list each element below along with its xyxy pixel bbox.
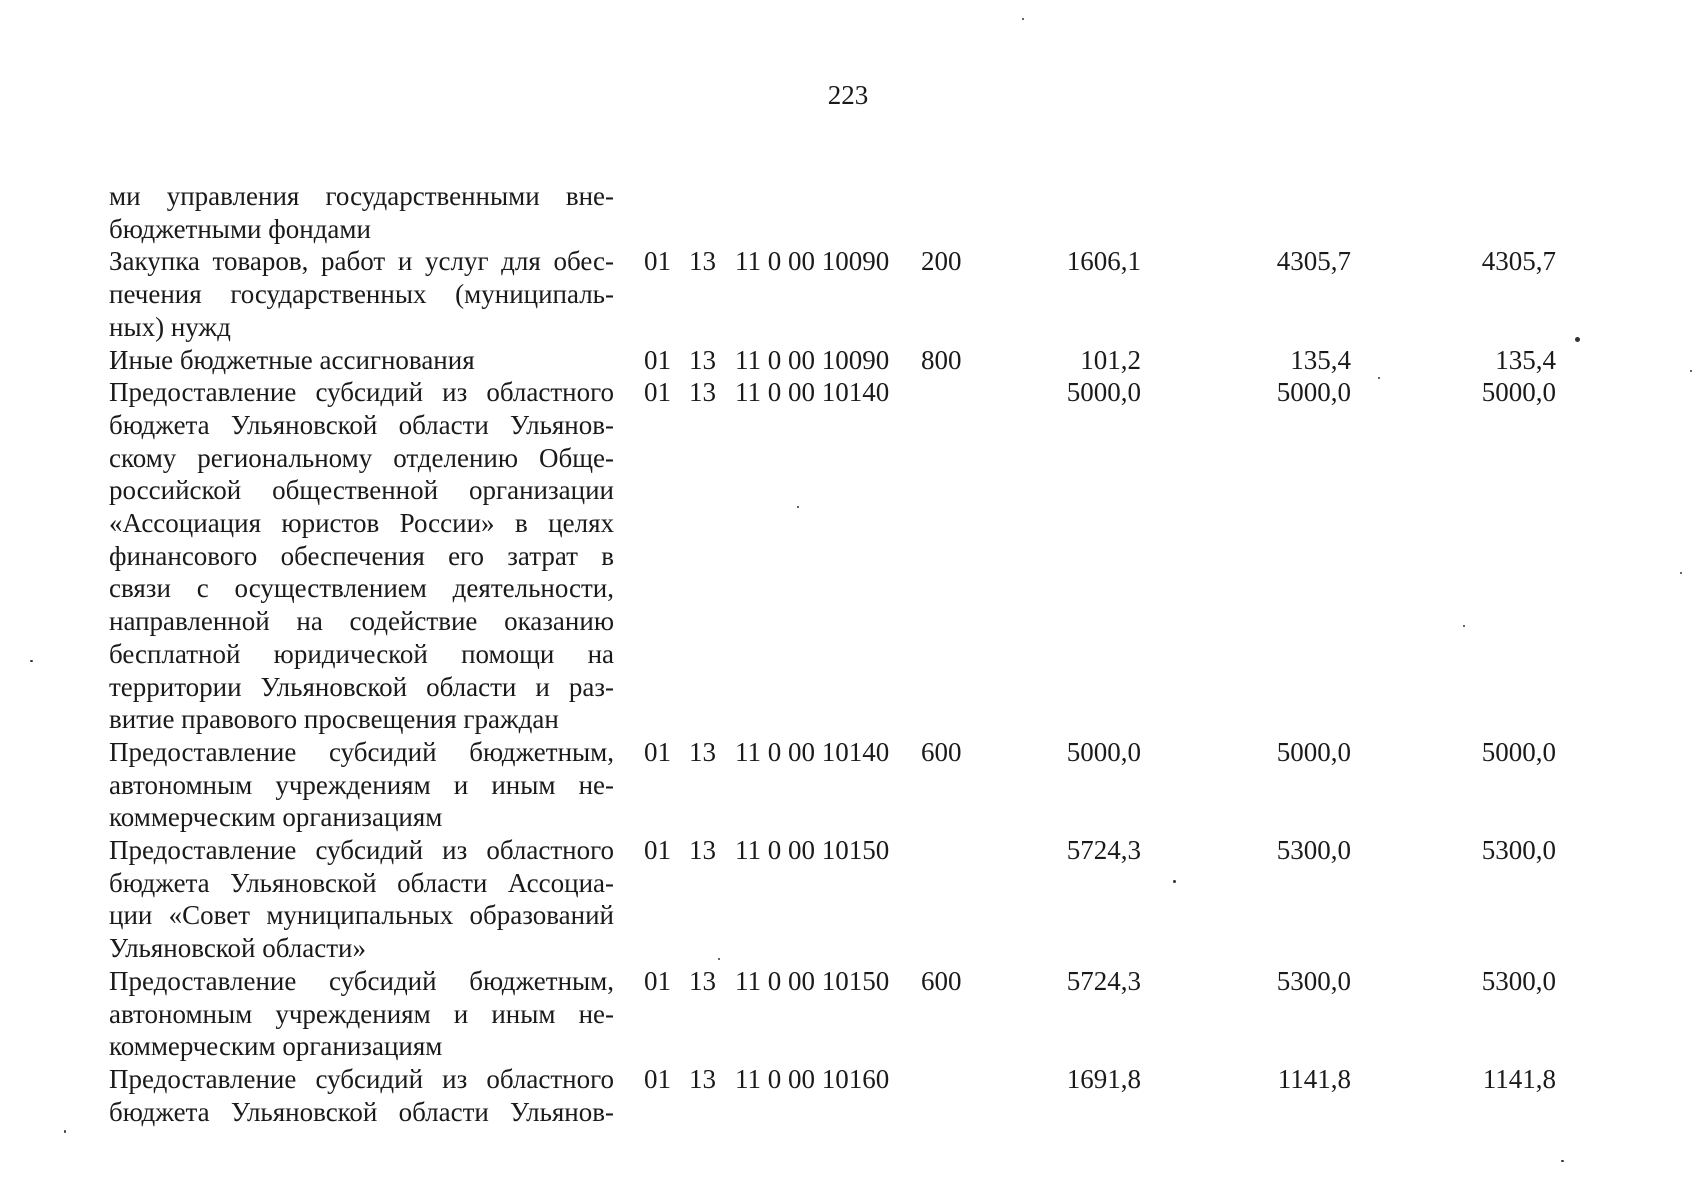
description-line: печения государственных (муниципаль- — [109, 279, 614, 310]
description-line: коммерческим организациям — [109, 802, 443, 833]
scan-speck — [1575, 337, 1580, 342]
csr-cell: 11 0 00 10160 — [735, 1063, 890, 1094]
description-line: скому региональному отделению Обще- — [109, 442, 614, 473]
value-cell-1: 5724,3 — [1066, 835, 1141, 866]
scan-speck — [1173, 880, 1176, 883]
csr-cell: 11 0 00 10140 — [735, 736, 890, 767]
description-line: автономным учреждениям и иным не- — [109, 998, 614, 1029]
description-line: ных) нужд — [109, 311, 231, 342]
razdel-cell: 01 — [644, 965, 671, 996]
description-line: бесплатной юридической помощи на — [109, 638, 614, 669]
csr-cell: 11 0 00 10090 — [735, 246, 890, 277]
value-cell-3: 4305,7 — [1481, 246, 1556, 277]
description-line: ции «Совет муниципальных образований — [109, 900, 614, 931]
description-line: витие правового просвещения граждан — [109, 704, 559, 735]
description-line: территории Ульяновской области и раз- — [109, 671, 614, 702]
razdel-cell: 01 — [644, 1063, 671, 1094]
value-cell-1: 5000,0 — [1066, 377, 1141, 408]
scan-speck — [718, 958, 720, 960]
description-line: Предоставление субсидий из областного — [109, 835, 614, 866]
row-description — [109, 834, 614, 965]
podrazdel-cell: 13 — [689, 246, 716, 277]
value-cell-3: 1141,8 — [1482, 1063, 1556, 1094]
table-row — [109, 834, 1599, 965]
row-description — [109, 1063, 614, 1128]
podrazdel-cell: 13 — [689, 344, 716, 375]
podrazdel-cell: 13 — [689, 965, 716, 996]
table-row — [109, 376, 1599, 736]
scan-speck — [1378, 377, 1380, 379]
scan-speck — [1022, 18, 1024, 20]
csr-cell: 11 0 00 10140 — [735, 377, 890, 408]
table-row — [109, 965, 1599, 1063]
row-description — [109, 245, 614, 343]
razdel-cell: 01 — [644, 835, 671, 866]
description-line: российской общественной организации — [109, 475, 614, 506]
scan-speck — [1463, 625, 1465, 627]
vr-cell: 600 — [921, 736, 962, 767]
scan-speck — [1680, 572, 1682, 574]
table-row — [109, 180, 1599, 245]
razdel-cell: 01 — [644, 377, 671, 408]
description-line: Ульяновской области» — [109, 933, 367, 964]
scan-speck — [797, 506, 799, 508]
description-line: Предоставление субсидий из областного — [109, 377, 614, 408]
value-cell-2: 5300,0 — [1276, 835, 1351, 866]
value-cell-2: 1141,8 — [1277, 1063, 1351, 1094]
description-line: финансового обеспечения его затрат в — [109, 540, 614, 571]
scan-speck — [30, 660, 33, 662]
csr-cell: 11 0 00 10150 — [735, 835, 890, 866]
podrazdel-cell: 13 — [689, 835, 716, 866]
razdel-cell: 01 — [644, 246, 671, 277]
value-cell-3: 5000,0 — [1481, 377, 1556, 408]
value-cell-2: 135,4 — [1290, 344, 1351, 375]
value-cell-1: 101,2 — [1080, 344, 1141, 375]
podrazdel-cell: 13 — [689, 736, 716, 767]
description-line: коммерческим организациям — [109, 1031, 443, 1062]
value-cell-2: 4305,7 — [1276, 246, 1351, 277]
value-cell-2: 5000,0 — [1276, 377, 1351, 408]
podrazdel-cell: 13 — [689, 1063, 716, 1094]
row-description — [109, 965, 614, 1063]
description-line: Предоставление субсидий бюджетным, — [109, 736, 614, 767]
table-row — [109, 344, 1599, 377]
description-line: автономным учреждениям и иным не- — [109, 769, 614, 800]
value-cell-3: 5000,0 — [1481, 736, 1556, 767]
vr-cell: 600 — [921, 965, 962, 996]
csr-cell: 11 0 00 10090 — [735, 344, 890, 375]
scan-speck — [1690, 370, 1692, 372]
vr-cell: 800 — [921, 344, 962, 375]
table-row — [109, 1063, 1599, 1128]
description-line: Закупка товаров, работ и услуг для обес- — [109, 246, 614, 277]
description-line: направленной на содействие оказанию — [109, 606, 614, 637]
budget-table — [109, 180, 1599, 1128]
description-line: «Ассоциация юристов России» в целях — [109, 508, 614, 539]
description-line: бюджета Ульяновской области Ульянов- — [109, 1096, 614, 1127]
value-cell-1: 5000,0 — [1066, 736, 1141, 767]
value-cell-3: 5300,0 — [1481, 835, 1556, 866]
page-number: 223 — [827, 80, 869, 110]
value-cell-3: 5300,0 — [1481, 965, 1556, 996]
row-description — [109, 180, 614, 245]
value-cell-3: 135,4 — [1495, 344, 1556, 375]
description-line: бюджета Ульяновской области Ульянов- — [109, 409, 614, 440]
value-cell-2: 5000,0 — [1276, 736, 1351, 767]
row-description — [109, 344, 614, 377]
row-description — [109, 736, 614, 834]
csr-cell: 11 0 00 10150 — [735, 965, 890, 996]
description-line: Предоставление субсидий бюджетным, — [109, 965, 614, 996]
table-row — [109, 245, 1599, 343]
razdel-cell: 01 — [644, 344, 671, 375]
value-cell-2: 5300,0 — [1276, 965, 1351, 996]
description-line: бюджета Ульяновской области Ассоциа- — [109, 867, 614, 898]
description-line: Предоставление субсидий из областного — [109, 1063, 614, 1094]
description-line: бюджетными фондами — [109, 213, 371, 244]
description-line: связи с осуществлением деятельности, — [109, 573, 614, 604]
table-row — [109, 736, 1599, 834]
razdel-cell: 01 — [644, 736, 671, 767]
value-cell-1: 5724,3 — [1066, 965, 1141, 996]
podrazdel-cell: 13 — [689, 377, 716, 408]
value-cell-1: 1691,8 — [1066, 1063, 1141, 1094]
scan-speck — [64, 1130, 66, 1133]
scan-speck — [1561, 1160, 1564, 1162]
vr-cell: 200 — [921, 246, 962, 277]
value-cell-1: 1606,1 — [1066, 246, 1141, 277]
description-line: Иные бюджетные ассигнования — [109, 344, 475, 375]
row-description — [109, 376, 614, 736]
description-line: ми управления государственными вне- — [109, 181, 614, 211]
